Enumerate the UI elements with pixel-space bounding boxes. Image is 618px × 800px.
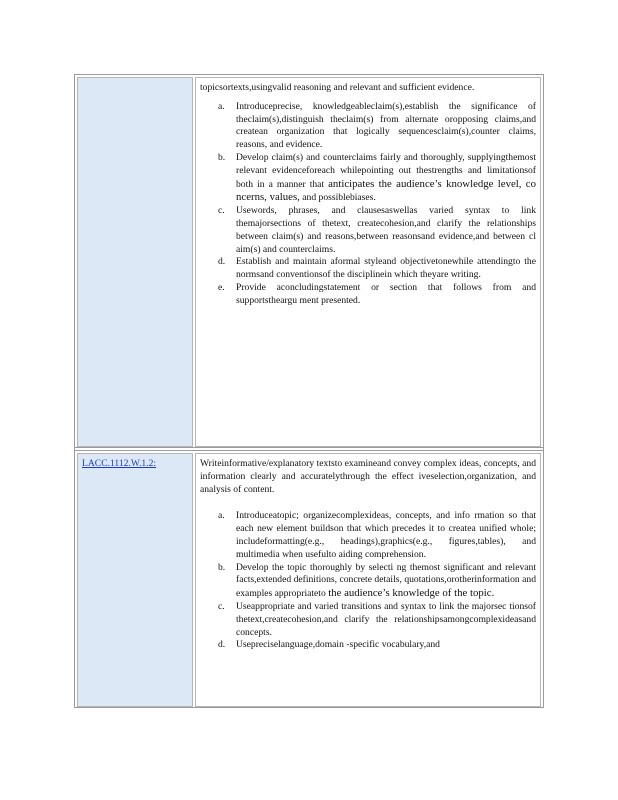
item-text: Establish and maintain aformal styleand objectivetonewhile attendingto the normsand conventionsof the disciplinein which theyare writing.	[236, 256, 536, 281]
item-marker: e.	[218, 281, 225, 293]
item-marker: a.	[218, 510, 225, 522]
list-item	[218, 561, 536, 601]
standard-items-list	[200, 101, 536, 308]
list-item	[218, 100, 536, 152]
standard-items-list	[200, 510, 536, 652]
list-item	[218, 639, 536, 652]
table-row	[75, 75, 543, 447]
list-item	[218, 151, 536, 205]
standards-table	[74, 74, 544, 708]
item-text: Introduceprecise, knowledgeableclaim(s),establish the significance of theclaim(s),distinguish theclaim(s) from alternate oropposing claims,and createan organization that logically sequencesclaim(s),counter claims, reasons, and evidence.	[236, 100, 536, 151]
standard-intro-text: Writeinformative/explanatory textsto examineand convey complex ideas, concepts, and information clearly and accuratelythrough the effect iveselection,organization, and analysis of content.	[200, 458, 536, 495]
item-text-large: anticipates the audience’s knowledge level, co ncerns, values,	[236, 177, 536, 204]
spacer	[200, 502, 536, 510]
item-marker: c.	[218, 205, 225, 217]
list-item	[218, 256, 536, 282]
item-marker: a.	[218, 100, 225, 112]
item-text: Develop claim(s) and counterclaims fairly and thoroughly, supplyingthemost relevant evidenceforeach whilepointing out thestrengths and limitationsof both in a manner that	[236, 151, 536, 190]
standard-code-cell	[77, 77, 193, 447]
item-text: Usepreciselanguage,domain -specific vocabulary,and	[236, 639, 440, 651]
item-marker: c.	[218, 600, 225, 612]
item-text: Introduceatopic; organizecomplexideas, concepts, and info rmation so that each new element buildson that which precedes it to createa unified whole; includeformatting(e.g., headings),graphics(e.g., figures,tables), and multimedia when usefulto aiding comprehension.	[236, 510, 536, 560]
item-marker: d.	[218, 256, 226, 268]
list-item	[218, 281, 536, 308]
standard-code-cell	[77, 453, 193, 707]
list-item	[218, 510, 536, 561]
standard-code-link[interactable]: LACC.1112.W.1.2:	[82, 458, 157, 469]
item-text-large: the audience’s knowledge of the topic.	[328, 587, 495, 600]
item-marker: d.	[218, 639, 226, 651]
table-row	[75, 451, 543, 707]
standard-intro-text: topicsortexts,usingvalid reasoning and relevant and sufficient evidence.	[200, 82, 475, 93]
item-text-tail: and possiblebiases.	[302, 192, 376, 204]
item-text: Useappropriate and varied transitions and syntax to link the majorsec tionsof thetext,createcohesion,and clarify the relationshipsamongcomplexideasand concepts.	[236, 600, 536, 638]
item-marker: b.	[218, 561, 226, 573]
item-marker: b.	[218, 151, 226, 163]
item-text: Provide aconcludingstatement or section that follows from and supportstheargu ment presented.	[236, 281, 536, 306]
list-item	[218, 600, 536, 639]
item-text: Develop the topic thoroughly by selecti ng themost significant and relevant facts,extended definitions, concrete details, quotations,orotherinformation and examples appropriateto	[236, 561, 536, 600]
standard-description-cell	[195, 77, 541, 447]
standard-description-cell	[195, 453, 541, 707]
list-item	[218, 205, 536, 256]
item-text: Usewords, phrases, and clausesaswellas varied syntax to link themajorsections of thetext, createcohesion,and clarify the relationships between claim(s) and reasons,between reasonsand evidence,and between cl aim(s) and counterclaims.	[236, 205, 536, 255]
